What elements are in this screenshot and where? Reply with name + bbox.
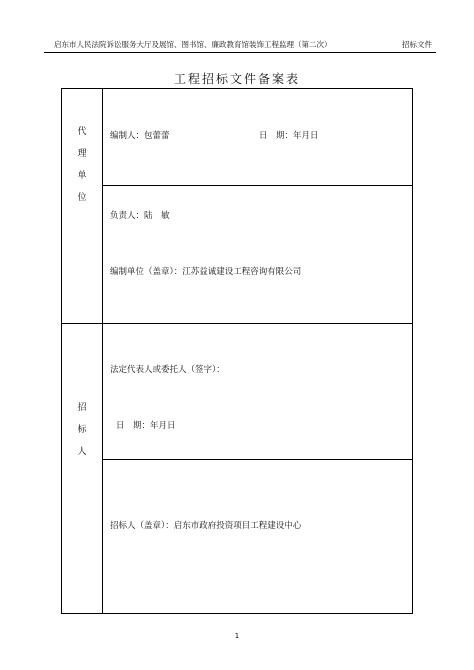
agent-unit-label-char: 位 (77, 193, 87, 203)
tenderer-label-char: 人 (77, 447, 87, 457)
tenderer-seal-field: 招标人（盖章）：启东市政府投资项目工程建设中心 (110, 521, 302, 531)
agent-unit-label (62, 121, 102, 209)
tenderer-row-divider (102, 459, 412, 460)
filing-form-table (61, 88, 413, 614)
compiling-unit-field: 编制单位（盖章）：江苏益诚建设工程咨询有限公司 (110, 267, 302, 277)
tenderer-label (62, 397, 102, 463)
header-project-title: 启东市人民法院诉讼服务大厅及展馆、图书馆、廉政教育馆装饰工程监理（第二次） (54, 40, 332, 49)
form-title: 工程招标文件备案表 (173, 72, 300, 86)
compiler-field: 编制人：包蕾蕾 (110, 131, 170, 141)
agent-unit-label-char: 单 (77, 171, 87, 181)
label-column-divider (102, 89, 103, 613)
tenderer-date-field: 日 期：年月日 (116, 421, 176, 431)
tenderer-label-char: 标 (77, 425, 87, 435)
agent-row-divider (102, 185, 412, 186)
representative-signature-field: 法定代表人或委托人（签字）： (110, 365, 225, 375)
agent-date-field: 日 期：年月日 (259, 131, 319, 141)
agent-unit-label-char: 理 (77, 149, 87, 159)
responsible-person-field: 负责人：陆 敏 (110, 211, 170, 221)
page-number: 1 (234, 632, 240, 640)
section-divider (62, 323, 412, 324)
agent-unit-label-char: 代 (77, 127, 87, 137)
tenderer-label-char: 招 (77, 403, 87, 413)
header-doc-type: 招标文件 (402, 40, 432, 49)
running-header (44, 38, 436, 53)
